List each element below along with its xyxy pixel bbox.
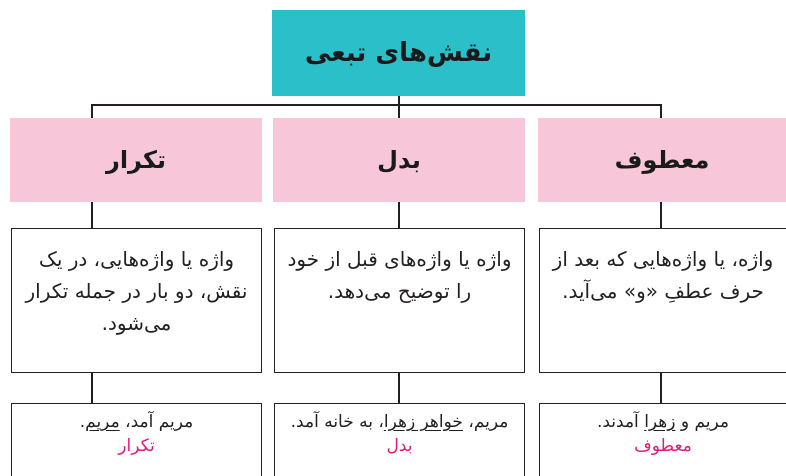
example-underlined: مریم (85, 412, 120, 432)
example-label: بدل (386, 436, 413, 456)
root-title: نقش‌های تبعی (304, 38, 493, 68)
root-node (272, 10, 525, 96)
connector-def-ex-right (660, 373, 662, 403)
definition-box-appositive (274, 228, 525, 373)
connector-heading-def-left (91, 202, 93, 228)
example-box-appositive (274, 403, 525, 476)
heading-label: تکرار (106, 146, 166, 174)
heading-label: بدل (377, 146, 421, 174)
example-underlined: زهرا (644, 412, 676, 432)
branch-bar (91, 104, 660, 106)
example-box-conjoined (539, 403, 786, 476)
heading-node-repetition (10, 118, 262, 202)
example-label: معطوف (634, 436, 692, 456)
connector-heading-def-right (660, 202, 662, 228)
branch-drop-left (91, 104, 93, 118)
connector-def-ex-left (91, 373, 93, 403)
connector-heading-def-middle (398, 202, 400, 228)
definition-box-conjoined (539, 228, 786, 373)
branch-drop-right (660, 104, 662, 118)
example-sentence: مریم آمد، مریم. (79, 412, 194, 432)
example-label: تکرار (118, 436, 155, 456)
heading-node-appositive (273, 118, 525, 202)
heading-label: معطوف (614, 146, 710, 174)
branch-drop-middle (398, 104, 400, 118)
connector-def-ex-middle (398, 373, 400, 403)
definition-text: واژه یا واژه‌های قبل از خود را توضیح می‌دهد. (287, 247, 512, 303)
definition-box-repetition (11, 228, 262, 373)
example-box-repetition (11, 403, 262, 476)
definition-text: واژه یا واژه‌هایی، در یک نقش، دو بار در جمله تکرار می‌شود. (25, 247, 248, 335)
example-underlined: خواهر زهرا (383, 412, 463, 432)
example-sentence: مریم و زهرا آمدند. (596, 412, 730, 432)
example-sentence: مریم، خواهر زهرا، به خانه آمد. (290, 412, 509, 432)
heading-node-conjoined (538, 118, 786, 202)
definition-text: واژه، یا واژه‌هایی که بعد از حرف عطفِ «و» می‌آید. (552, 247, 774, 303)
